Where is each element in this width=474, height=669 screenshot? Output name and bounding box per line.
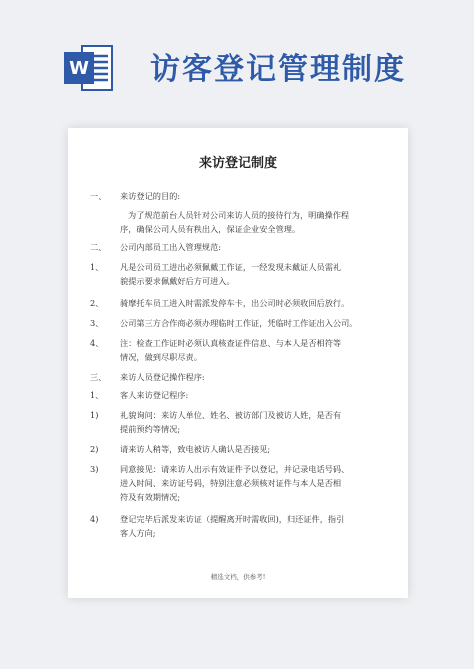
text-line: 提前预约等情况; bbox=[120, 424, 181, 434]
text-line: 请来访人稍等，致电被访人确认是否接见; bbox=[120, 444, 271, 454]
document-page bbox=[68, 128, 408, 598]
text-line: 登记完毕后派发来访证（提醒离开时需收回)，归还证件，指引 bbox=[120, 514, 345, 524]
list-number: 1) bbox=[90, 410, 99, 420]
list-number: 1、 bbox=[90, 262, 104, 272]
list-number: 二、 bbox=[90, 242, 107, 252]
text-line: 礼貌询问：来访人单位、姓名、被访部门及被访人姓，是否有 bbox=[120, 410, 342, 420]
list-number: 4、 bbox=[90, 338, 104, 348]
list-number: 3、 bbox=[90, 318, 104, 328]
list-number: 一、 bbox=[90, 191, 107, 201]
list-number: 3) bbox=[90, 464, 99, 474]
text-line: 骑摩托车员工进入时需派发停车卡，出公司时必须收回后放行。 bbox=[120, 298, 350, 308]
list-number: 2) bbox=[90, 444, 99, 454]
banner-title: 访客登记管理制度 bbox=[150, 52, 406, 87]
text-line: 来访人员登记操作程序: bbox=[120, 372, 205, 382]
text-line: 公司第三方合作商必须办理临时工作证，凭临时工作证出入公司。 bbox=[120, 318, 358, 328]
text-line: 序，确保公司人员有秩出入，保证企业安全管理。 bbox=[120, 224, 301, 234]
document-footer: 精选文档，供参考! bbox=[210, 573, 266, 581]
text-line: 貌提示要求佩戴好后方可进入。 bbox=[120, 276, 235, 286]
text-line: 注：检查工作证时必须认真核查证件信息、与本人是否相符等 bbox=[120, 338, 342, 348]
text-line: 情况，做到尽职尽责。 bbox=[120, 352, 202, 362]
text-line: 进入时间、来访证号码，特别注意必须核对证件与本人是否相 bbox=[120, 478, 342, 488]
svg-text:W: W bbox=[69, 58, 89, 79]
text-line: 凡是公司员工进出必须佩戴工作证，一经发现未戴证人员需礼 bbox=[120, 262, 342, 272]
text-line: 同意接见：请来访人出示有效证件予以登记，并记录电话号码、 bbox=[120, 464, 350, 474]
text-line: 公司内部员工出入管理规范: bbox=[120, 242, 222, 252]
text-line: 客人方向; bbox=[120, 528, 156, 538]
document-title: 来访登记制度 bbox=[198, 156, 277, 171]
list-number: 4) bbox=[90, 514, 99, 524]
text-line: 来访登记的目的: bbox=[120, 191, 181, 201]
text-line: 客人来访登记程序: bbox=[120, 390, 189, 400]
list-number: 2、 bbox=[90, 298, 104, 308]
list-number: 三、 bbox=[90, 372, 107, 382]
word-document-icon bbox=[60, 40, 116, 96]
text-line: 为了规范前台人员针对公司来访人员的接待行为，明确操作程 bbox=[128, 210, 350, 220]
banner bbox=[0, 0, 474, 115]
text-line: 符及有效期情况; bbox=[120, 492, 181, 502]
list-number: 1、 bbox=[90, 390, 104, 400]
